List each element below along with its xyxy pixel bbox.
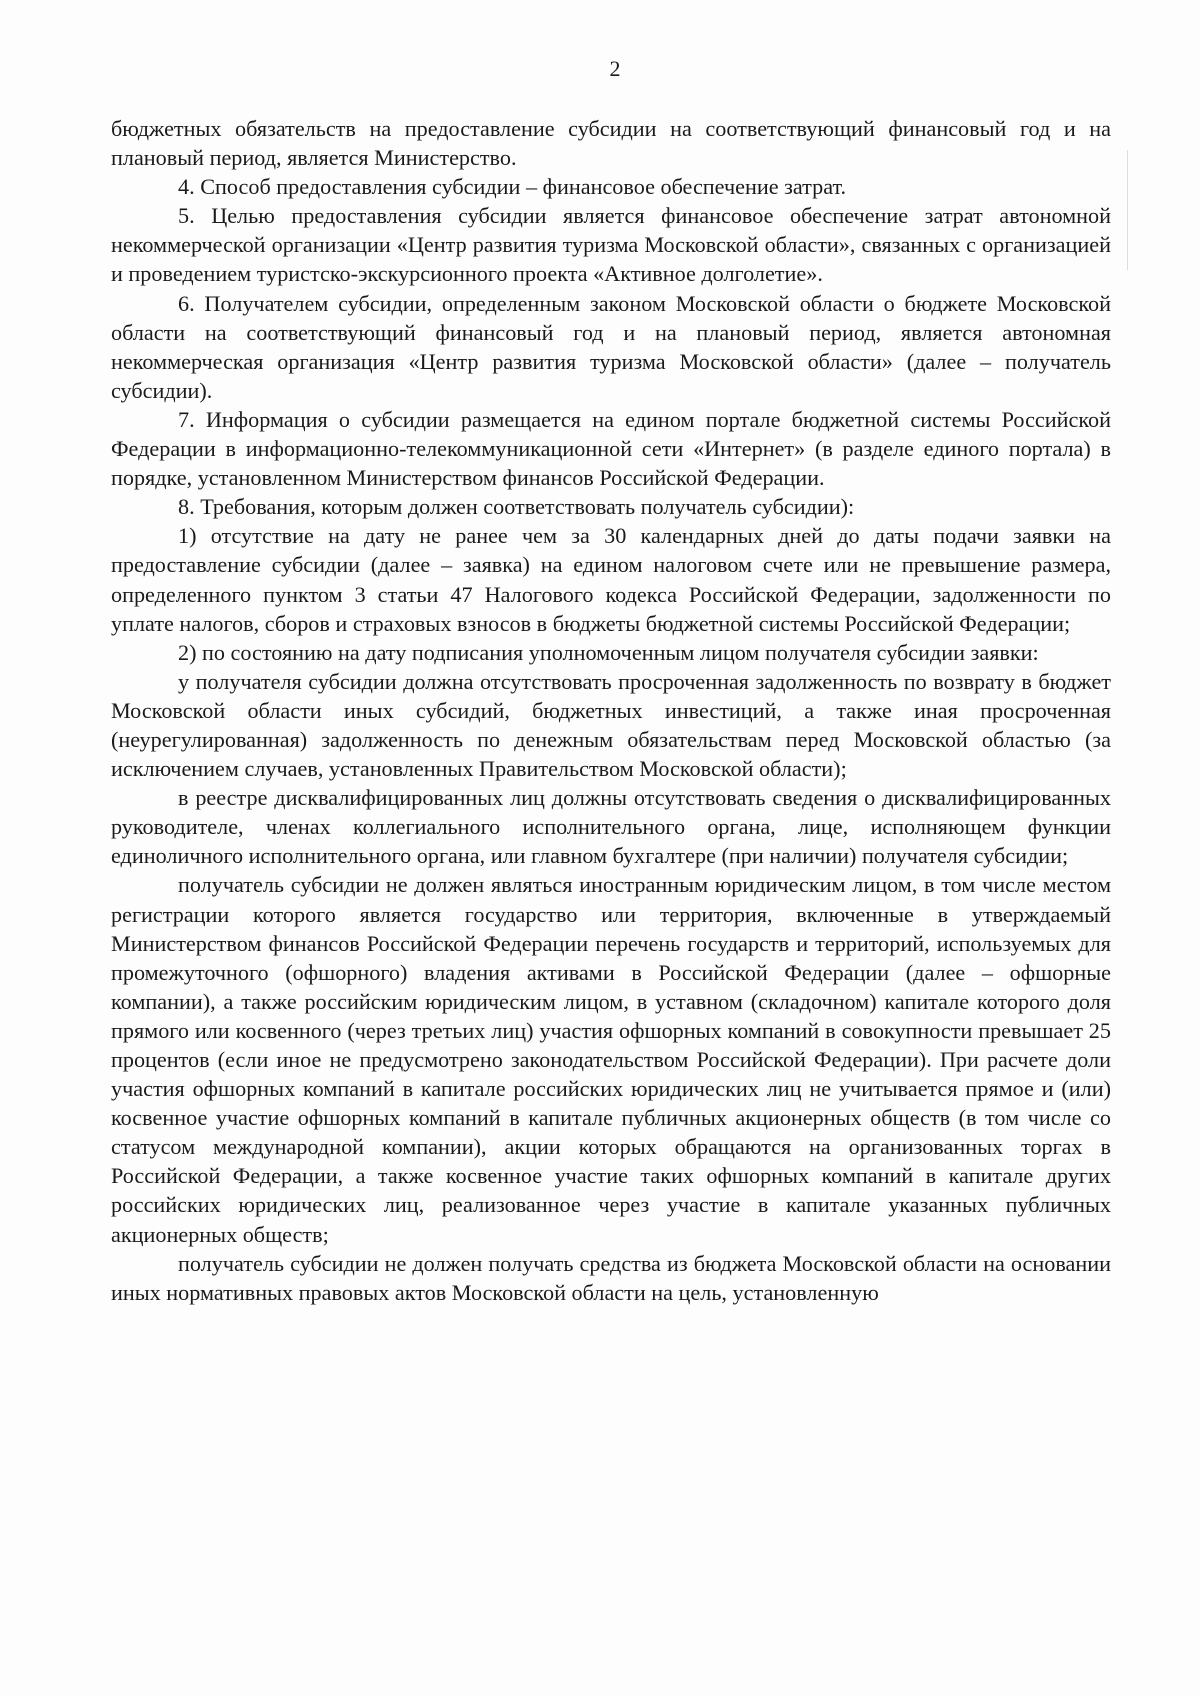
paragraph: 4. Способ предоставления субсидии – финансовое обеспечение затрат. xyxy=(178,174,847,200)
paragraph: 1) отсутствие на дату не ранее чем за 30 календарных дней до даты подачи заявки на предоставление субсидии (далее – заявка) на едином налоговом счете или не превышение размера, определенного пунктом 3 статьи 47 Налогового кодекса Российской Федерации, задолженности по уплате налогов, сборов и страховых взносов в бюджеты бюджетной системы Российской Федерации; xyxy=(111,523,1111,636)
document-body xyxy=(111,114,1111,1307)
paragraph: получатель субсидии не должен получать средства из бюджета Московской области на основании иных нормативных правовых актов Московской области на цель, установленную xyxy=(111,1250,1111,1305)
paragraph: 6. Получателем субсидии, определенным законом Московской области о бюджете Московской области на соответствующий финансовый год и на плановый период, является автономная некоммерческая организация «Центр развития туризма Московской области» (далее – получатель субсидии). xyxy=(111,290,1111,403)
paragraph: у получателя субсидии должна отсутствовать просроченная задолженность по возврату в бюджет Московской области иных субсидий, бюджетных инвестиций, а также иная просроченная (неурегулированная) задолженность по денежным обязательствам перед Московской областью (за исключением случаев, установленных Правительством Московской области); xyxy=(111,668,1111,782)
paragraph: в реестре дисквалифицированных лиц должны отсутствовать сведения о дисквалифицированных руководителе, членах коллегиального исполнительного органа, лице, исполняющем функции единоличного исполнительного органа, или главном бухгалтере (при наличии) получателя субсидии; xyxy=(111,785,1111,869)
paragraph: 8. Требования, которым должен соответствовать получатель субсидии): xyxy=(178,494,855,520)
paragraph: 7. Информация о субсидии размещается на едином портале бюджетной системы Российской Федерации в информационно-телекоммуникационной сети «Интернет» (в разделе единого портала) в порядке, установленном Министерством финансов Российской Федерации. xyxy=(111,406,1111,491)
paragraph: бюджетных обязательств на предоставление субсидии на соответствующий финансовый год и на плановый период, является Министерство. xyxy=(111,116,1111,171)
paragraph: 5. Целью предоставления субсидии является финансовое обеспечение затрат автономной некоммерческой организации «Центр развития туризма Московской области», связанных с организацией и проведением туристско-экскурсионного проекта «Активное долголетие». xyxy=(111,203,1111,287)
paragraph: 2) по состоянию на дату подписания уполномоченным лицом получателя субсидии заявки: xyxy=(178,639,1039,665)
scan-edge-mark xyxy=(1127,150,1128,270)
page-number: 2 xyxy=(609,56,621,81)
paragraph: получатель субсидии не должен являться иностранным юридическим лицом, в том числе местом регистрации которого является государство или территория, включенные в утверждаемый Министерством финансов Российской Федерации перечень государств и территорий, используемых для промежуточного (офшорного) владения активами в Российской Федерации (далее – офшорные компании), а также российским юридическим лицом, в уставном (складочном) капитале которого доля прямого или косвенного (через третьих лиц) участия офшорных компаний в совокупности превышает 25 процентов (если иное не предусмотрено законодательством Российской Федерации). При расчете доли участия офшорных компаний в капитале российских юридических лиц не учитывается прямое и (или) косвенное участие офшорных компаний в капитале публичных акционерных обществ (в том числе со статусом международной компании), акции которых обращаются на организованных торгах в Российской Федерации, а также косвенное участие таких офшорных компаний в капитале других российских юридических лиц, реализованное через участие в капитале указанных публичных акционерных обществ; xyxy=(111,872,1111,1247)
